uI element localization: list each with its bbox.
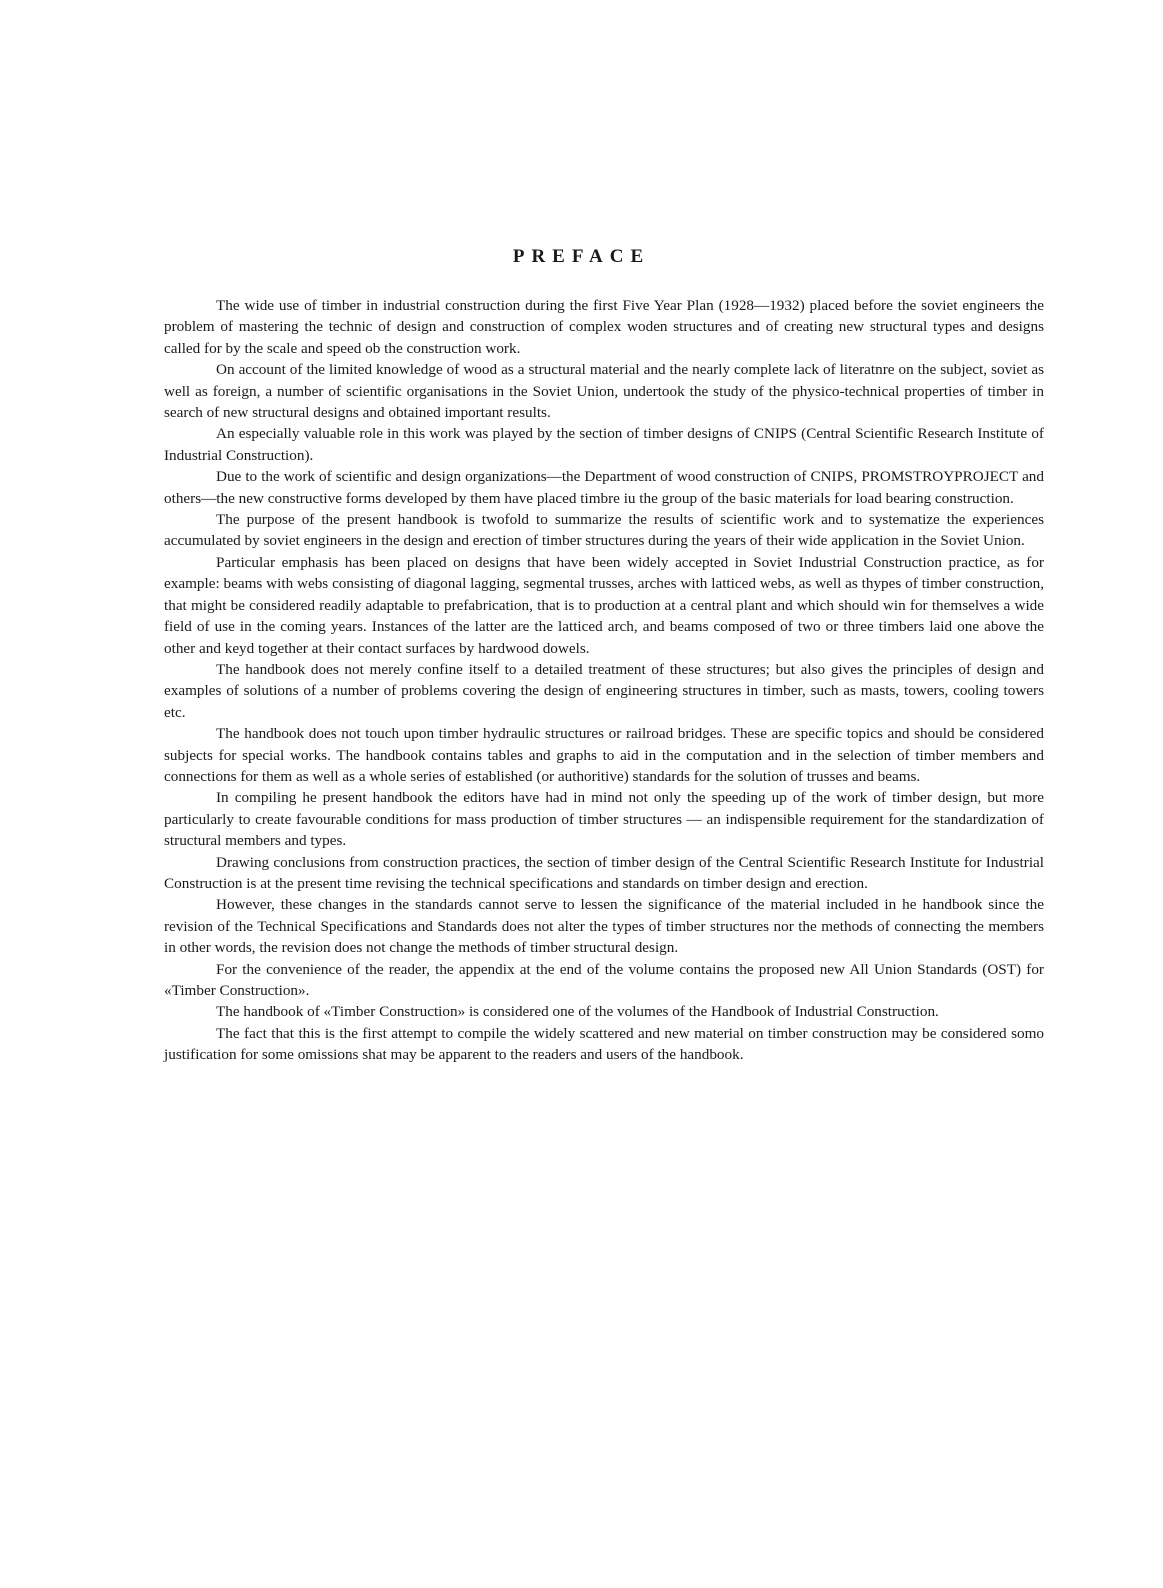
paragraph: On account of the limited knowledge of wood as a structural material and the nearly complete lack of literatnre on the subject, soviet as well as foreign, a number of scientific organisations in the Soviet Union, undertook the study of the physico-technical properties of timber in search of new structural designs and obtained important results. — [164, 361, 1044, 422]
paragraph: The purpose of the present handbook is twofold to summarize the results of scientific work and to systematize the experiences accumulated by soviet engineers in the design and erection of timber structures during the years of their wide application in the Soviet Union. — [164, 511, 1044, 550]
paragraph: An especially valuable role in this work was played by the section of timber designs of CNIPS (Central Scientific Research Institute of Industrial Construction). — [164, 425, 1044, 464]
paragraph: However, these changes in the standards cannot serve to lessen the significance of the material included in he handbook since the revision of the Technical Specifications and Standards does not alter the types of timber structures nor the methods of connecting the members in other words, the revision does not change the methods of timber structural design. — [164, 896, 1044, 957]
paragraph: The wide use of timber in industrial construction during the first Five Year Plan (1928—1932) placed before the soviet engineers the problem of mastering the technic of design and construction of complex woden structures and of creating new structural types and designs called for by the scale and speed ob the construction work. — [164, 297, 1044, 357]
preface-body — [164, 295, 1044, 1066]
paragraph: The handbook does not touch upon timber hydraulic structures or railroad bridges. These are specific topics and should be considered subjects for special works. The handbook contains tables and graphs to aid in the computation and in the selection of timber members and connections for them as well as a whole series of established (or authoritive) standards for the solution of trusses and beams. — [164, 725, 1044, 785]
page-title: PREFACE — [512, 246, 651, 267]
paragraph: The fact that this is the first attempt to compile the widely scattered and new material on timber construction may be considered somo justification for some omissions shat may be apparent to the readers and users of the handbook. — [164, 1024, 1044, 1064]
paragraph: In compiling he present handbook the editors have had in mind not only the speeding up of the work of timber design, but more particularly to create favourable conditions for mass production of timber structures — an indispensible requirement for the standardization of structural members and types. — [164, 789, 1044, 850]
paragraph: Drawing conclusions from construction practices, the section of timber design of the Central Scientific Research Institute for Industrial Construction is at the present time revising the technical specifications and standards on timber design and erection. — [164, 853, 1044, 892]
paragraph: For the convenience of the reader, the appendix at the end of the volume contains the proposed new All Union Standards (OST) for «Timber Construction». — [164, 960, 1044, 999]
paragraph: The handbook does not merely confine itself to a detailed treatment of these structures; but also gives the principles of design and examples of solutions of a number of problems covering the design of engineering structures in timber, such as masts, towers, cooling towers etc. — [164, 660, 1044, 721]
paragraph: The handbook of «Timber Construction» is considered one of the volumes of the Handbook of Industrial Construction. — [216, 1003, 939, 1021]
paragraph: Due to the work of scientific and design organizations—the Department of wood construction of CNIPS, PROMSTROYPROJECT and others—the new constructive forms developed by them have placed timbre iu the group of the basic materials for load bearing construction. — [164, 468, 1044, 507]
paragraph: Particular emphasis has been placed on designs that have been widely accepted in Soviet Industrial Construction practice, as for example: beams with webs consisting of diagonal lagging, segmental trusses, arches with latticed webs, as well as thypes of timber construction, that might be considered readily adaptable to prefabrication, that is to production at a central plant and which should win for themselves a wide field of use in the coming years. Instances of the latter are the latticed arch, and beams composed of two or three timbers laid one above the other and keyd together at their contact surfaces by hardwood dowels. — [164, 553, 1044, 657]
